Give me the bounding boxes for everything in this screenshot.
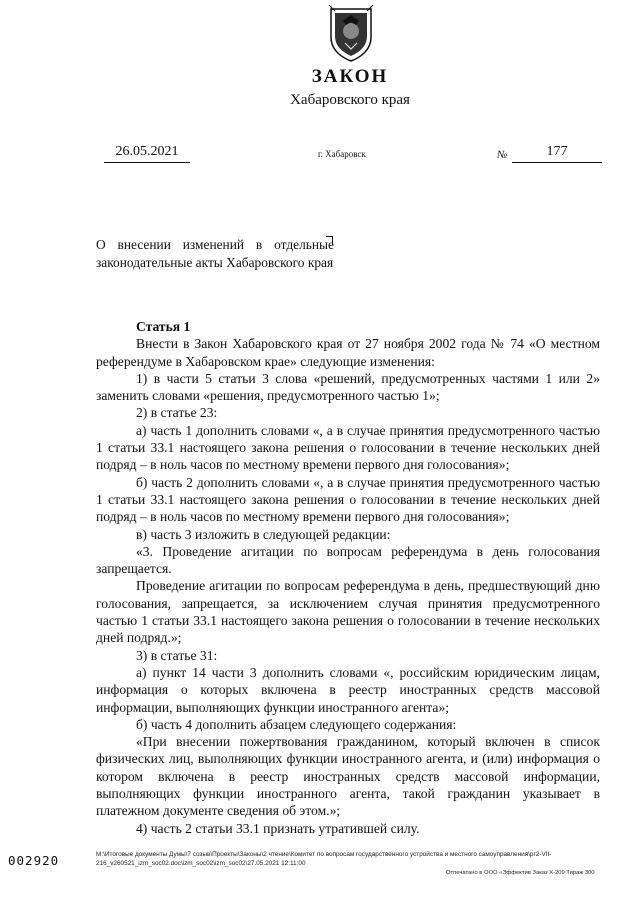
article-paragraph: 2) в статье 23: — [136, 405, 218, 421]
article-heading: Статья 1 — [136, 319, 191, 334]
article-paragraph: 3) в статье 31: — [136, 647, 218, 663]
document-city: г. Хабаровск — [318, 149, 366, 159]
print-note-footer: Отпечатано в ООО «Эффектив Заказ Х-209 Тираж 300 — [446, 870, 595, 876]
document-number: 177 — [512, 144, 602, 163]
article-paragraph: 1) в части 5 статьи 3 слова «решений, предусмотренных частями 1 или 2» заменить словами «решения, предусмотренного частью 1»; — [96, 370, 600, 404]
article-paragraph: Проведение агитации по вопросам референдума в день, предшествующий дню голосования, запрещается, за исключением случая принятия предусмотренного частью 1 статьи 33.1 настоящего закона решения о голосовании в течение нескольких дней подряд.»; — [96, 578, 600, 646]
file-path-footer: M:\Итоговые документы Думы\7 созыв\Проекты\Законы\2 чтение\Комитет по вопросам государственного устройства и местного самоуправления\рг2-VII-216_v260521_izm_soc02.doc\izm_soc02\izm_soc02\27.05.2021 12:11:00 — [96, 851, 552, 867]
law-subtitle: Хабаровского края — [290, 92, 410, 108]
document-heading: О внесении изменений в отдельные законодательные акты Хабаровского края — [96, 237, 334, 270]
article-paragraph: «3. Проведение агитации по вопросам референдума в день голосования запрещается. — [96, 543, 600, 577]
article-paragraph: 4) часть 2 статьи 33.1 признать утратившей силу. — [136, 820, 420, 836]
article-body — [96, 318, 600, 837]
article-paragraph: б) часть 2 дополнить словами «, а в случае принятия предусмотренного частью 1 статьи 33.1 настоящего закона решения о голосовании в течение нескольких дней подряд – в ноль часов по местному времени первого дня голосования»; — [96, 474, 600, 525]
law-title: ЗАКОН — [311, 66, 389, 87]
article-paragraph: «При внесении пожертвования гражданином, который включен в список физических лиц, выполняющих функции иностранного агента, и (или) информация о котором включена в реестр иностранных средств массовой информации, выполняющих функции иностранного агента, такой гражданин указывает в платежном документе сведения об этом.»; — [96, 734, 600, 819]
coat-of-arms-emblem — [326, 3, 376, 63]
number-sign: № — [497, 149, 508, 161]
document-date: 26.05.2021 — [104, 144, 190, 163]
article-paragraph: Внести в Закон Хабаровского края от 27 ноября 2002 года № 74 «О местном референдуме в Хабаровском крае» следующие изменения: — [96, 336, 600, 369]
article-paragraph: в) часть 3 изложить в следующей редакции: — [136, 526, 391, 542]
article-paragraph: а) часть 1 дополнить словами «, а в случае принятия предусмотренного частью 1 статьи 33.1 настоящего закона решения о голосовании в течение нескольких дней подряд – в ноль часов по местному времени первого дня голосования»; — [96, 422, 600, 473]
article-paragraph: а) пункт 14 части 3 дополнить словами «, российским юридическим лицам, информация о которых включена в реестр иностранных средств массовой информации, выполняющих функции иностранного агента»; — [96, 664, 600, 715]
document-id-stamp: 002920 — [8, 853, 60, 868]
article-paragraph: б) часть 4 дополнить абзацем следующего содержания: — [136, 716, 457, 732]
corner-bracket-mark — [326, 236, 333, 245]
